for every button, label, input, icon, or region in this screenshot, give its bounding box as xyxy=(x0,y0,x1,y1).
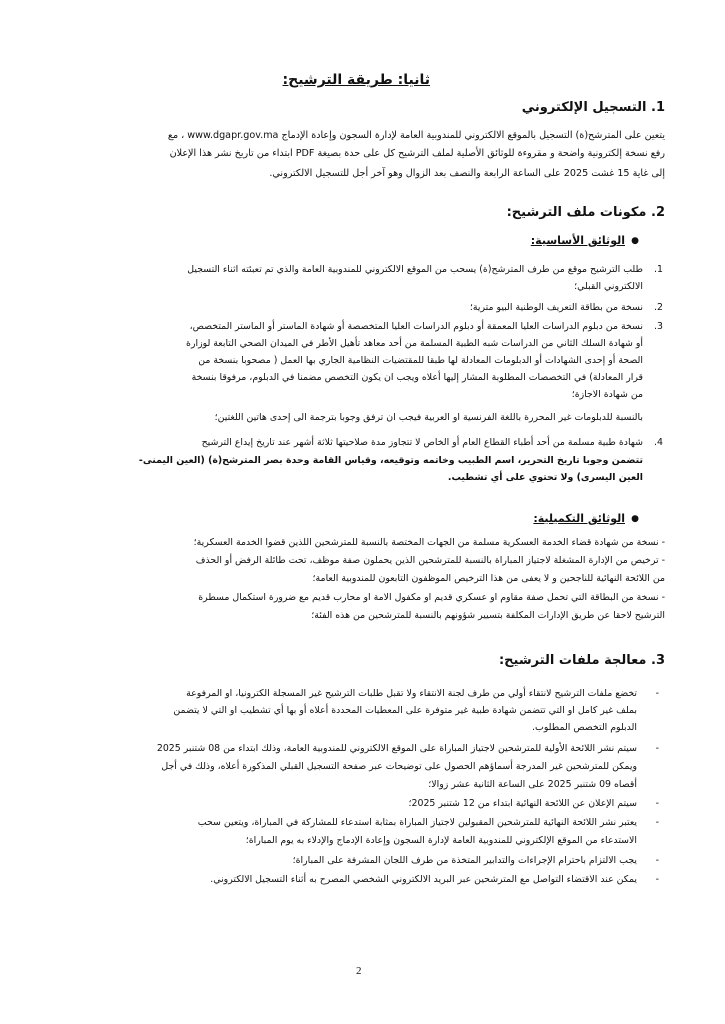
item4-line-2: تتضمن وجوبا تاريخ التحرير، اسم الطبيب وخاتمه وتوقيعه، وقياس القامة وحدة بصر المترشح(ة) (العين اليمنى- xyxy=(138,455,643,466)
s3-line-5: ويمكن للمترشحين غير المدرجة أسماؤهم الحصول على توضيحات عبر صفحة التسجيل القبلي المذكورة أعلاه، وذلك في أجل xyxy=(161,761,637,772)
item4-line-3: العين اليسرى) ولا تحتوي على أي تشطيب. xyxy=(447,472,643,483)
item3-line-1: نسخة من دبلوم الدراسات العليا المعمقة أو دبلوم الدراسات العليا المتخصصة أو شهادة الماستر أو الماستر المتخصص، xyxy=(189,321,643,332)
item4-line-1: شهادة طبية مسلمة من أحد أطباء القطاع العام أو الخاص لا تتجاوز مدة صلاحيتها ثلاثة أشهر عند تاريخ إيداع الترشيح xyxy=(201,437,643,448)
bullet-icon: ● xyxy=(631,236,639,246)
compl-line-1: - نسخة من شهادة قضاء الخدمة العسكرية مسلمة من الجهات المختصة بالنسبة للمترشحين اللذين قضوا الخدمة العسكرية؛ xyxy=(193,537,665,548)
section1-heading: 1. التسجيل الإلكتروني xyxy=(521,100,665,115)
compl-line-2: - ترخيص من الإدارة المشغلة لاجتياز المباراة بالنسبة للمترشحين الذين يحملون صفة موظف، تحت طائلة الرفض أو الحذف xyxy=(195,555,665,566)
bullet-icon: ● xyxy=(631,514,639,524)
dash-icon: - xyxy=(655,817,659,828)
item2-line-1: نسخة من بطاقة التعريف الوطنية البيو مترية؛ xyxy=(469,302,643,313)
item1-line-1: طلب الترشيح موقع من طرف المترشح(ة) يسحب من الموقع الالكتروني للمندوبية العامة والذي تم تعبئته اثناء التسجيل xyxy=(187,264,643,275)
section2-heading: 2. مكونات ملف الترشيح: xyxy=(506,205,665,220)
item3-line-3: الصحة أو إحدى الشهادات أو الدبلومات المعادلة لها طبقا للمقتضيات النظامية الجاري بها العمل ( مصحوبا بنسخة من xyxy=(198,355,643,366)
s3-line-10: يجب الالتزام باحترام الإجراءات والتدابير المتخذة من طرف اللجان المشرفة على المباراة؛ xyxy=(292,855,637,866)
basic-docs-title: الوثائق الأساسية: xyxy=(530,234,625,247)
section1-line-2: رفع نسخة إلكترونية واضحة و مقروءة للوثائق الأصلية لملف الترشيح كل على حدة بصيغة PDF ابتداء من تاريخ نشر هذا الإعلان xyxy=(169,148,665,159)
s3-line-2: بملف غير كامل او التي تتضمن شهادة طبية غير متوفرة على المعطيات المحددة أعلاه أو بها أي تشطيب او التي لا يتضمن xyxy=(173,705,637,716)
section1-line-1: يتعين على المترشح(ة) التسجيل بالموقع الالكتروني للمندوبية العامة لإدارة السجون وإعادة الإدماج www.dgapr.gov.ma ، مع xyxy=(167,130,665,141)
s3-line-4: سيتم نشر اللائحة الأولية للمترشحين لاجتياز المباراة على الموقع الالكتروني للمندوبية العامة، وذلك ابتداء من 08 شتنبر 2025 xyxy=(156,743,637,754)
complementary-docs-title: الوثائق التكميلية: xyxy=(533,512,625,525)
item-number: 4. xyxy=(654,437,663,448)
s3-line-9: الاستدعاء من الموقع الإلكتروني للمندوبية العامة لإدارة السجون وإعادة الإدماج والإدلاء به يوم المباراة؛ xyxy=(245,835,637,846)
item3-line-4: قرار المعادلة) في التخصصات المطلوبة المشار إليها أعلاه ويجب ان يكون التخصص مضمنا في الدبلوم، مرفوقا بنسخة xyxy=(191,372,643,383)
section3-heading: 3. معالجة ملفات الترشيح: xyxy=(498,653,665,668)
compl-line-5: الترشيح لاحقا عن طريق الإدارات المكلفة بتسيير شؤونهم بالنسبة للمترشحين من هذه الفئة؛ xyxy=(311,610,665,621)
compl-line-3: من اللائحة النهائية للناجحين و لا يعفى من هذا الترخيص الموظفون التابعون للمندوبية العامة؛ xyxy=(312,573,665,584)
s3-line-7: سيتم الإعلان عن اللائحة النهائية ابتداء من 12 شتنبر 2025؛ xyxy=(408,798,637,809)
translation-note: بالنسبة للدبلومات غير المحررة باللغة الفرنسية او العربية فيجب ان ترفق وجوبا بترجمة الى إحدى هاتين اللغتين؛ xyxy=(214,412,643,423)
dash-icon: - xyxy=(655,688,659,699)
item1-line-2: الالكتروني القبلي؛ xyxy=(574,281,643,292)
dash-icon: - xyxy=(655,798,659,809)
s3-line-3: الدبلوم التخصص المطلوب. xyxy=(532,722,637,733)
dash-icon: - xyxy=(655,874,659,885)
dash-icon: - xyxy=(655,743,659,754)
s3-line-8: يعتبر نشر اللائحة النهائية للمترشحين المقبولين لاجتياز المباراة بمثابة استدعاء للمشاركة في المباراة، ويتعين سحب xyxy=(197,817,637,828)
item-number: 3. xyxy=(654,321,663,332)
s3-line-11: يمكن عند الاقتضاء التواصل مع المترشحين عبر البريد الالكتروني الشخصي المصرح به أثناء التسجيل الالكتروني. xyxy=(210,874,637,885)
item-number: 1. xyxy=(654,264,663,275)
page-number: 2 xyxy=(356,965,362,977)
item3-line-2: أو شهادة السلك الثاني من الدراسات شبه الطبية المسلمة من أحد معاهد تأهيل الأطر في الميدان الصحي التابعة لوزارة xyxy=(186,338,643,349)
s3-line-6: أقصاه 09 شتنبر 2025 على الساعة الثانية عشر زوالا؛ xyxy=(428,779,637,790)
item-number: 2. xyxy=(654,302,663,313)
s3-line-1: تخضع ملفات الترشيح لانتقاء أولي من طرف لجنة الانتقاء ولا تقبل طلبات الترشيح غير المسجلة الكترونيا، او المرفوعة xyxy=(186,688,637,699)
page-title: ثانيا: طريقة الترشيح: xyxy=(282,72,430,88)
section1-line-3: إلى غاية 15 غشت 2025 على الساعة الرابعة والنصف بعد الزوال وهو آخر أجل للتسجيل الالكتروني. xyxy=(269,168,665,179)
item3-line-5: من شهادة الاجازة؛ xyxy=(571,389,643,400)
dash-icon: - xyxy=(655,855,659,866)
compl-line-4: - نسخة من البطاقة التي تحمل صفة مقاوم او عسكري قديم او مكفول الامة او محارب قديم مع ضرورة استكمال مسطرة xyxy=(198,592,665,603)
